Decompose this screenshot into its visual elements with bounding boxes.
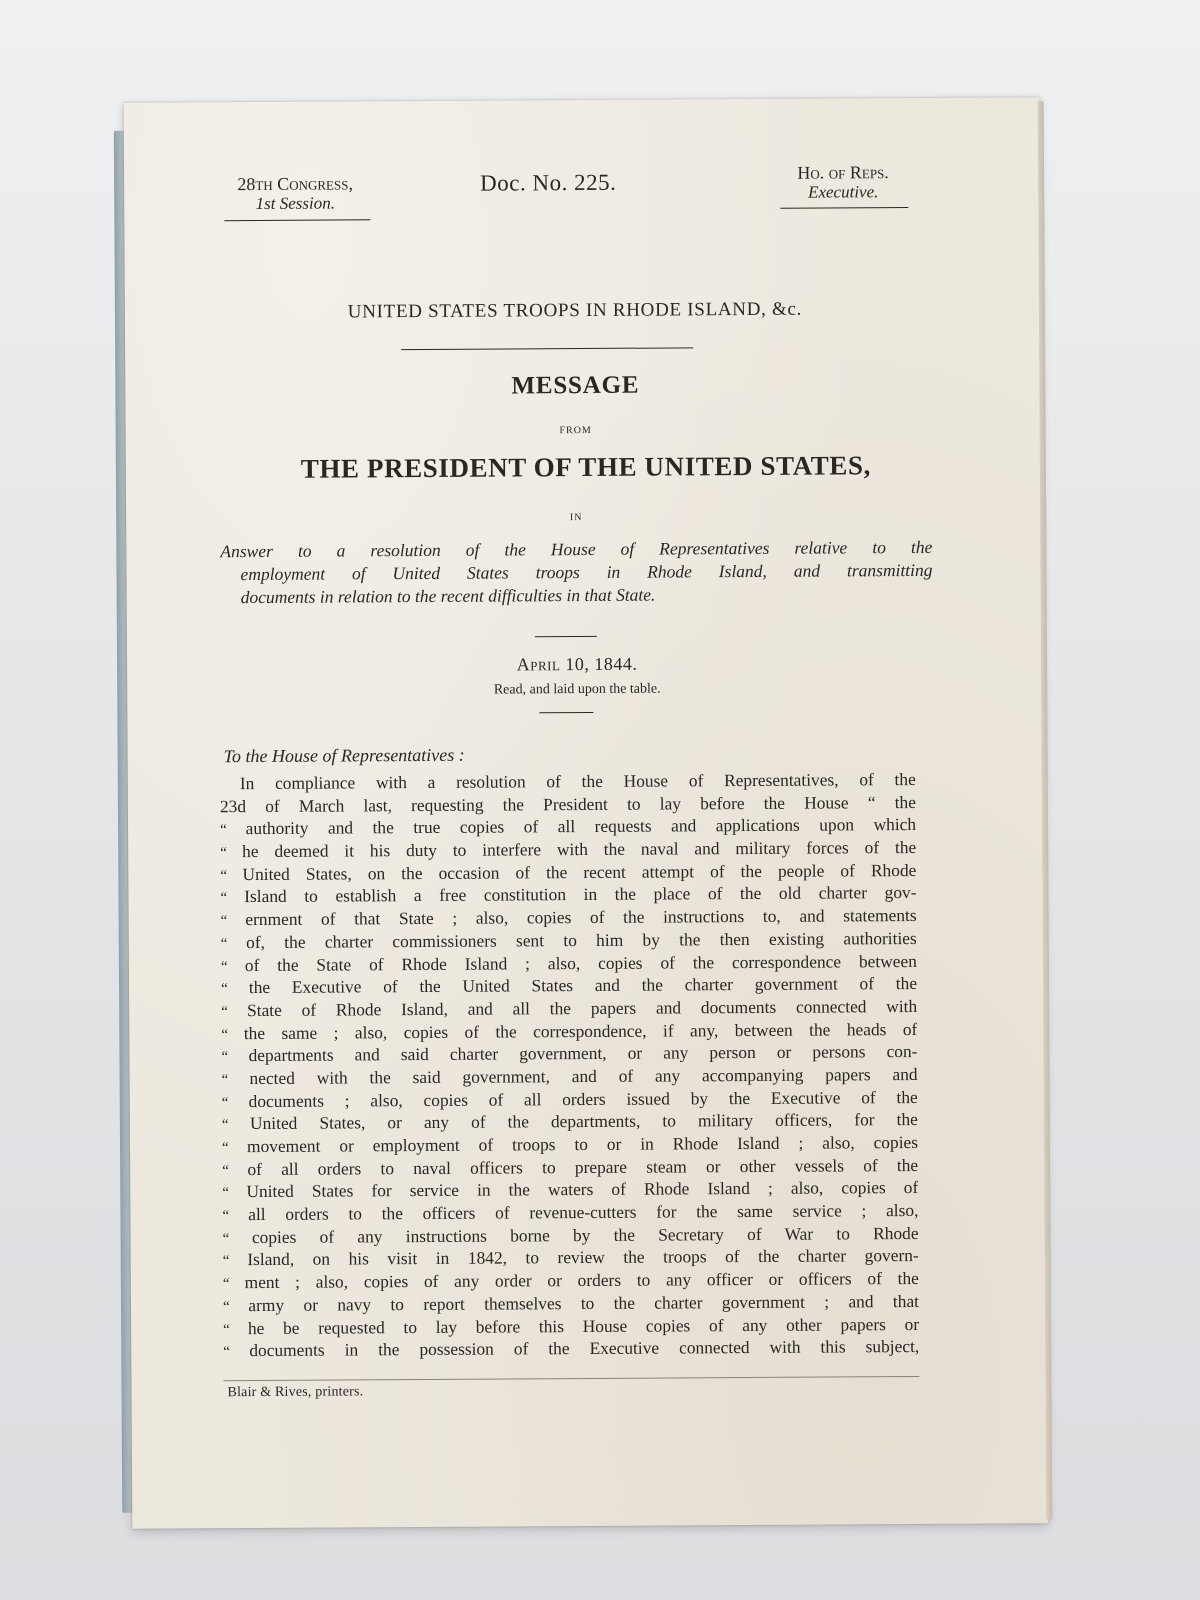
document-date: April 10, 1844. [516,653,638,675]
answer-line: documents in relation to the recent difficulties in that State. [240,584,656,608]
body-line: “ he be requested to lay before this House copies of any other papers or [223,1312,919,1339]
read-laid-note: Read, and laid upon the table. [493,681,661,698]
congress-label: 28th Congress, [237,173,353,195]
body-line: In compliance with a resolution of the House of Representatives, of the [239,768,916,794]
divider-rule [401,347,693,350]
body-line: “ of, the charter commissioners sent to him by the then existing authorities [221,927,917,954]
body-line: “ State of Rhode Island, and all the papers and documents connected with [221,995,917,1022]
body-line: “ copies of any instructions borne by the Secretary of War to Rhode [222,1222,918,1249]
pamphlet [114,97,1059,1535]
short-rule [535,636,597,637]
answer-line: employment of United States troops in Rhode Island, and transmitting [240,559,933,585]
body-line: “ documents in the possession of the Executive connected with this subject, [223,1335,919,1362]
body-line: “ of all orders to naval officers to prepare steam or other vessels of the [222,1154,918,1181]
body-line: “ authority and the true copies of all requests and applications upon which [220,813,916,840]
body-text [220,768,920,1362]
body-line: “ ernment of that State ; also, copies of the instructions to, and statements [221,904,917,931]
body-line: “ nected with the said government, and of any accompanying papers and [222,1063,918,1090]
document-page [124,97,1049,1529]
in-label: IN [569,512,583,524]
session-label: 1st Session. [255,193,335,214]
from-label: FROM [559,424,592,437]
answer-line: Answer to a resolution of the House of Representatives relative to the [220,536,933,562]
body-line: “ Island, on his visit in 1842, to review the troops of the charter govern- [223,1244,919,1271]
congress-session-header [220,173,370,221]
page-edge [1038,101,1053,1519]
body-line: “ United States, or any of the departments, to military officers, for the [222,1108,918,1135]
document-number: Doc. No. 225. [480,169,617,196]
executive-label: Executive. [807,182,879,202]
body-line: 23d of March last, requesting the President to lay before the House “ the [219,791,916,816]
answer-summary [220,536,932,609]
house-label: Ho. of Reps. [797,162,889,183]
house-header [776,162,910,209]
short-rule [539,712,593,713]
body-line: “ movement or employment of troops to or in Rhode Island ; also, copies [222,1131,918,1158]
body-line: “ the same ; also, copies of the correspondence, if any, between the heads of [221,1018,917,1045]
body-line: “ all orders to the officers of revenue-cutters for the same service ; also, [222,1199,918,1226]
document-subject: UNITED STATES TROOPS IN RHODE ISLAND, &c. [347,298,803,323]
header-right-rule [780,207,908,209]
body-line: “ departments and said charter government, or any person or persons con- [221,1040,917,1067]
printer-imprint: Blair & Rives, printers. [227,1384,364,1401]
president-heading: THE PRESIDENT OF THE UNITED STATES, [300,450,872,484]
body-line: “ army or navy to report themselves to the charter government ; and that [223,1290,919,1317]
document-title: MESSAGE [511,371,640,400]
body-line: “ United States, on the occasion of the recent attempt of the people of Rhode [220,859,916,886]
body-line: “ Island to establish a free constitution in the place of the old charter gov- [220,881,916,908]
body-line: “ he deemed it his duty to interfere with the naval and military forces of the [220,836,916,863]
body-line: “ ment ; also, copies of any order or orders to any officer or officers of the [223,1267,919,1294]
header-left-rule [224,219,370,221]
body-line: “ the Executive of the United States and the charter government of the [221,972,917,999]
body-line: “ documents ; also, copies of all orders issued by the Executive of the [222,1086,918,1113]
body-line: “ United States for service in the waters of Rhode Island ; also, copies of [222,1176,918,1203]
body-line: “ of the State of Rhode Island ; also, copies of the correspondence between [221,949,917,976]
imprint-rule [223,1376,919,1381]
salutation: To the House of Representatives : [223,744,465,767]
